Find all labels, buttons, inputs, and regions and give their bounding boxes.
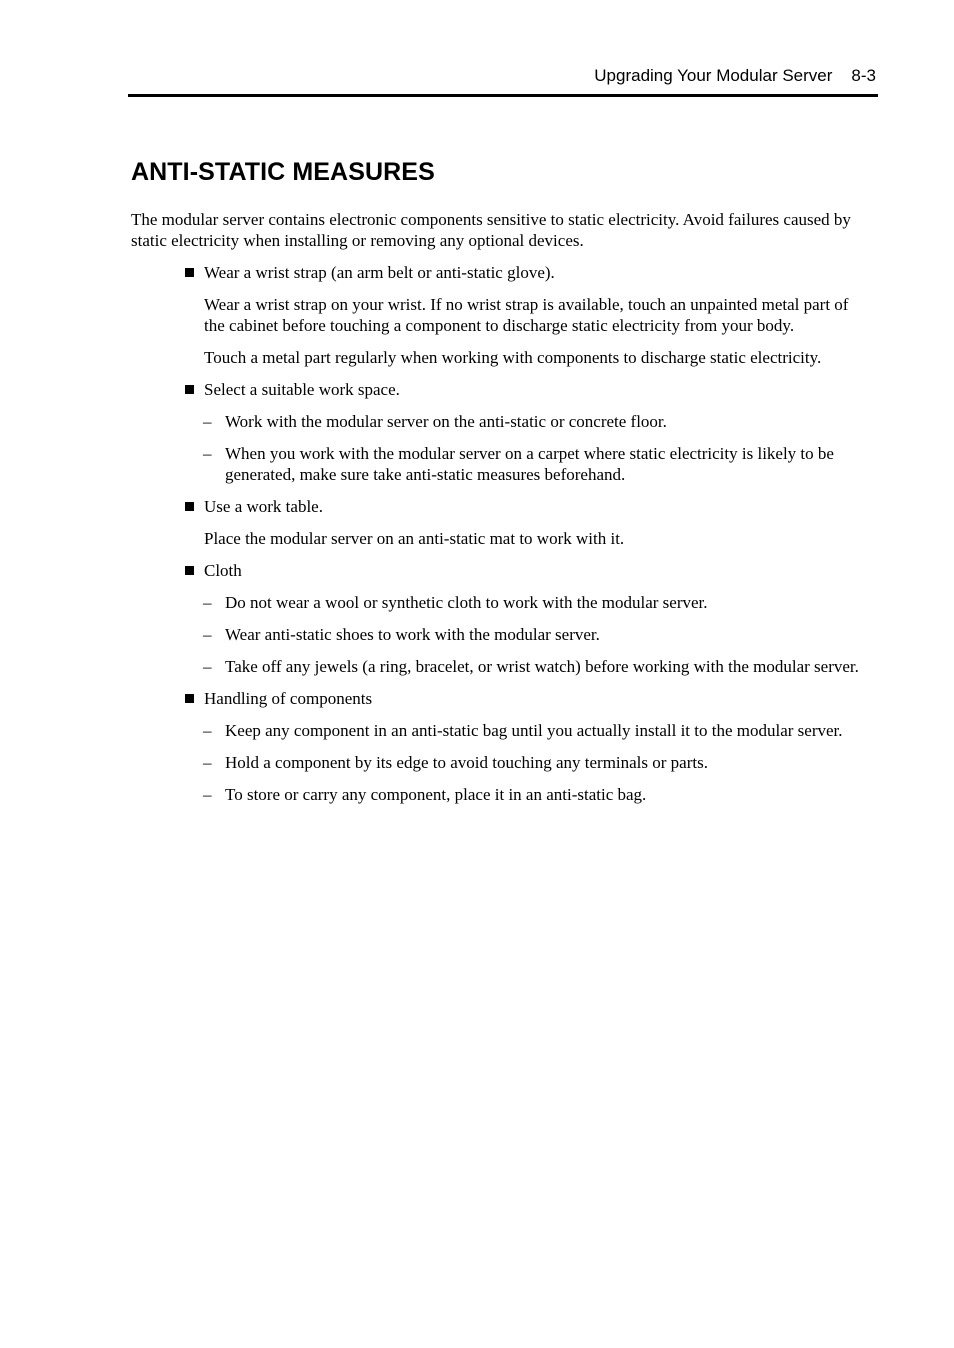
square-bullet-icon [185,566,194,575]
square-bullet-icon [185,385,194,394]
square-bullet-icon [185,694,194,703]
bullet-item-cloth [204,560,871,581]
dash-icon: – [203,753,212,772]
bullet-heading: Handling of components [204,689,373,708]
dash-list-item [203,656,871,677]
dash-item-text: When you work with the modular server on a carpet where static electricity is likely to be generated, make sure take anti-static measures beforehand. [225,444,834,484]
intro-paragraph: The modular server contains electronic components sensitive to static electricity. Avoid failures caused by static electricity when installing or removing any optional devices. [131,210,851,250]
dash-list-item [203,411,871,432]
bullet-heading: Use a work table. [204,497,323,516]
bullet-item-wrist-strap [204,262,871,283]
bullet-heading: Cloth [204,561,242,580]
dash-icon: – [203,593,212,612]
bullet-heading: Select a suitable work space. [204,380,400,399]
bullet-item-work-table [204,496,871,517]
dash-list-item [203,784,871,805]
header-page-number: 8-3 [851,66,876,85]
dash-list-item [203,720,871,741]
sub-paragraph: Wear a wrist strap on your wrist. If no wrist strap is available, touch an unpainted metal part of the cabinet before touching a component to discharge static electricity from your body. [204,295,849,335]
bullet-item-work-space [204,379,871,400]
bullet-heading: Wear a wrist strap (an arm belt or anti-static glove). [204,263,555,282]
header-section-title: Upgrading Your Modular Server [594,66,833,85]
dash-list-item [203,624,871,645]
header-text [594,65,876,87]
dash-list-item [203,443,871,485]
dash-icon: – [203,625,212,644]
square-bullet-icon [185,502,194,511]
dash-item-text: Wear anti-static shoes to work with the modular server. [225,625,600,644]
document-body [131,209,871,816]
dash-icon: – [203,785,212,804]
dash-icon: – [203,657,212,676]
bullet-item-handling-components [204,688,871,709]
page-title: ANTI-STATIC MEASURES [131,158,435,186]
dash-item-text: Do not wear a wool or synthetic cloth to work with the modular server. [225,593,708,612]
dash-icon: – [203,412,212,431]
dash-item-text: Take off any jewels (a ring, bracelet, or wrist watch) before working with the modular server. [225,657,859,676]
dash-item-text: Keep any component in an anti-static bag until you actually install it to the modular server. [225,721,843,740]
dash-icon: – [203,721,212,740]
dash-item-text: To store or carry any component, place it in an anti-static bag. [225,785,647,804]
dash-item-text: Work with the modular server on the anti-static or concrete floor. [225,412,667,431]
dash-item-text: Hold a component by its edge to avoid touching any terminals or parts. [225,753,708,772]
dash-icon: – [203,444,212,463]
page-header [128,64,878,97]
sub-paragraph: Touch a metal part regularly when working with components to discharge static electricity. [204,348,822,367]
square-bullet-icon [185,268,194,277]
sub-paragraph: Place the modular server on an anti-static mat to work with it. [204,529,625,548]
dash-list-item [203,752,871,773]
dash-list-item [203,592,871,613]
